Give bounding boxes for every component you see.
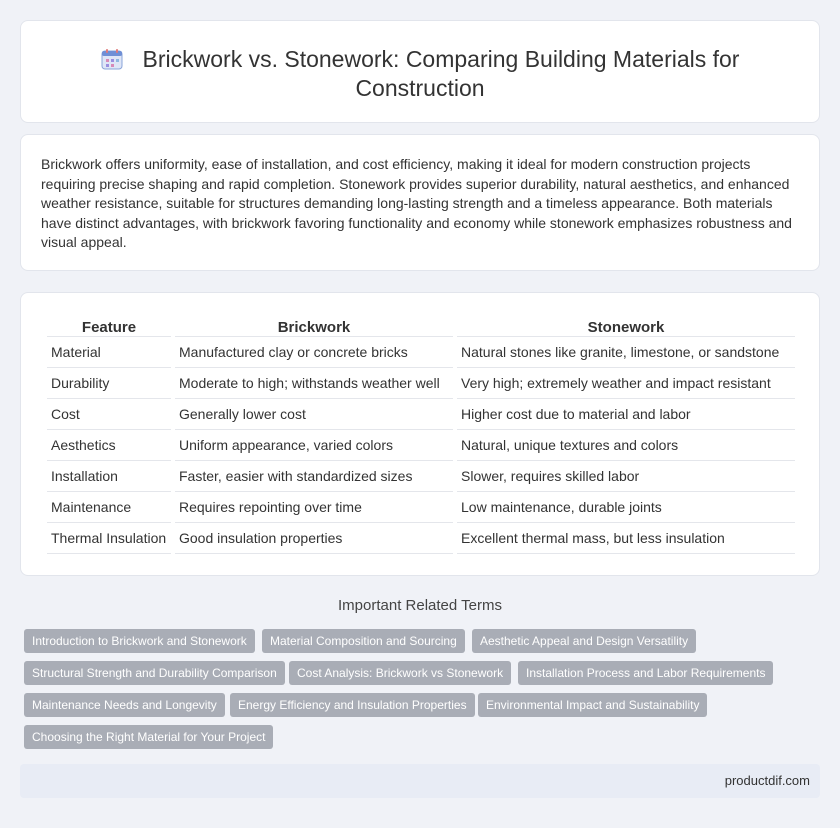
cell-stonework: Very high; extremely weather and impact resistant: [457, 368, 795, 399]
cell-stonework: Higher cost due to material and labor: [457, 399, 795, 430]
related-term-tag[interactable]: Cost Analysis: Brickwork vs Stonework: [289, 661, 511, 685]
comparison-table-card: [20, 292, 820, 576]
cell-stonework: Excellent thermal mass, but less insulation: [457, 523, 795, 554]
table-header-row: [47, 315, 795, 337]
related-term-tag[interactable]: Choosing the Right Material for Your Project: [24, 725, 273, 749]
cell-feature: Durability: [47, 368, 171, 399]
cell-feature: Cost: [47, 399, 171, 430]
cell-brickwork: Manufactured clay or concrete bricks: [175, 337, 453, 368]
cell-brickwork: Good insulation properties: [175, 523, 453, 554]
comparison-table: [43, 315, 799, 554]
header-feature: Feature: [47, 315, 171, 337]
related-terms-title: Important Related Terms: [338, 597, 502, 614]
table-row: [47, 337, 795, 368]
cell-stonework: Natural stones like granite, limestone, or sandstone: [457, 337, 795, 368]
related-term-tag[interactable]: Maintenance Needs and Longevity: [24, 693, 225, 717]
related-term-tag[interactable]: Structural Strength and Durability Comparison: [24, 661, 285, 685]
cell-feature: Maintenance: [47, 492, 171, 523]
cell-stonework: Natural, unique textures and colors: [457, 430, 795, 461]
table-row: [47, 461, 795, 492]
footer-site-name[interactable]: productdif.com: [724, 773, 810, 788]
cell-brickwork: Requires repointing over time: [175, 492, 453, 523]
related-term-tag[interactable]: Installation Process and Labor Requirements: [518, 661, 773, 685]
calendar-icon: [101, 48, 123, 70]
header-brickwork: Brickwork: [175, 315, 453, 337]
table-row: [47, 399, 795, 430]
cell-stonework: Slower, requires skilled labor: [457, 461, 795, 492]
header-stonework: Stonework: [457, 315, 795, 337]
intro-paragraph: Brickwork offers uniformity, ease of installation, and cost efficiency, making it ideal for modern construction projects requiring precise shaping and rapid completion. Stonework provides superior durability, natural aesthetics, and enhanced weather resistance, suitable for structures demanding long-lasting strength and a timeless appearance. Both materials have distinct advantages, with brickwork favoring functionality and economy while stonework emphasizes robustness and visual appeal.: [41, 156, 792, 251]
page-title: [21, 45, 819, 103]
footer: [20, 764, 820, 798]
page-title-text: Brickwork vs. Stonework: Comparing Building Materials for Construction: [142, 46, 740, 101]
cell-brickwork: Moderate to high; withstands weather well: [175, 368, 453, 399]
cell-feature: Thermal Insulation: [47, 523, 171, 554]
related-term-tag[interactable]: Energy Efficiency and Insulation Properties: [230, 693, 475, 717]
cell-brickwork: Faster, easier with standardized sizes: [175, 461, 453, 492]
cell-feature: Material: [47, 337, 171, 368]
related-term-tag[interactable]: Environmental Impact and Sustainability: [478, 693, 707, 717]
related-term-tag[interactable]: Material Composition and Sourcing: [262, 629, 465, 653]
related-term-tag[interactable]: Aesthetic Appeal and Design Versatility: [472, 629, 696, 653]
cell-feature: Installation: [47, 461, 171, 492]
intro-card: [20, 134, 820, 271]
header: [21, 45, 819, 103]
header-card: [20, 20, 820, 123]
cell-feature: Aesthetics: [47, 430, 171, 461]
related-term-tag[interactable]: Introduction to Brickwork and Stonework: [24, 629, 255, 653]
cell-brickwork: Generally lower cost: [175, 399, 453, 430]
table-row: [47, 492, 795, 523]
cell-brickwork: Uniform appearance, varied colors: [175, 430, 453, 461]
table-row: [47, 523, 795, 554]
table-row: [47, 368, 795, 399]
cell-stonework: Low maintenance, durable joints: [457, 492, 795, 523]
table-row: [47, 430, 795, 461]
